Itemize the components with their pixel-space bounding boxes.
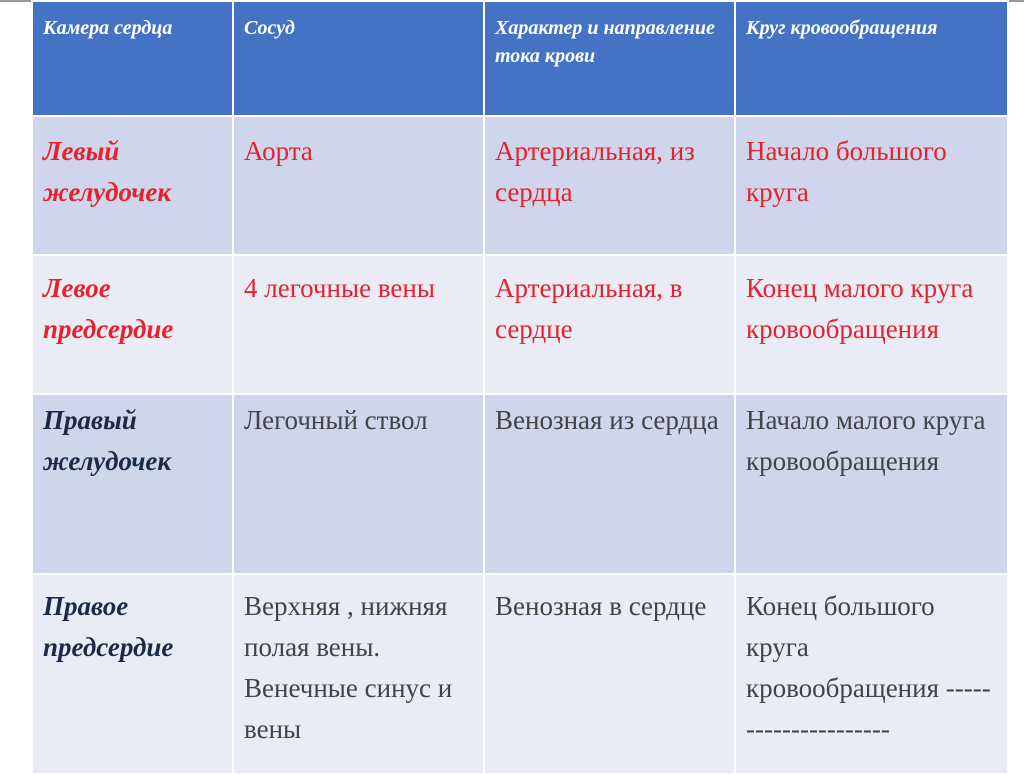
table-row: [32, 574, 1008, 774]
table-header-row: [32, 1, 1008, 116]
cell-circle: Конец малого круга кровообращения: [735, 255, 1008, 394]
cell-circle: Конец большого круга кровообращения ---------------------: [735, 574, 1008, 774]
blood-circulation-table: [31, 0, 1009, 775]
cell-flow: Венозная из сердца: [484, 394, 735, 574]
cell-chamber: Правое предсердие: [32, 574, 233, 774]
cell-flow: Артериальная, в сердце: [484, 255, 735, 394]
table-row: [32, 394, 1008, 574]
header-vessel: Сосуд: [233, 1, 484, 116]
cell-vessel: 4 легочные вены: [233, 255, 484, 394]
cell-vessel: Верхняя , нижняя полая вены. Венечные синус и вены: [233, 574, 484, 774]
cell-circle: Начало малого круга кровообращения: [735, 394, 1008, 574]
table-row: [32, 255, 1008, 394]
cell-chamber: Правый желудочек: [32, 394, 233, 574]
table-row: [32, 116, 1008, 255]
header-chamber: Камера сердца: [32, 1, 233, 116]
cell-flow: Венозная в сердце: [484, 574, 735, 774]
header-flow: Характер и направление тока крови: [484, 1, 735, 116]
cell-circle: Начало большого круга: [735, 116, 1008, 255]
cell-chamber: Левый желудочек: [32, 116, 233, 255]
cell-vessel: Аорта: [233, 116, 484, 255]
cell-vessel: Легочный ствол: [233, 394, 484, 574]
cell-chamber: Левое предсердие: [32, 255, 233, 394]
header-circle: Круг кровообращения: [735, 1, 1008, 116]
cell-flow: Артериальная, из сердца: [484, 116, 735, 255]
